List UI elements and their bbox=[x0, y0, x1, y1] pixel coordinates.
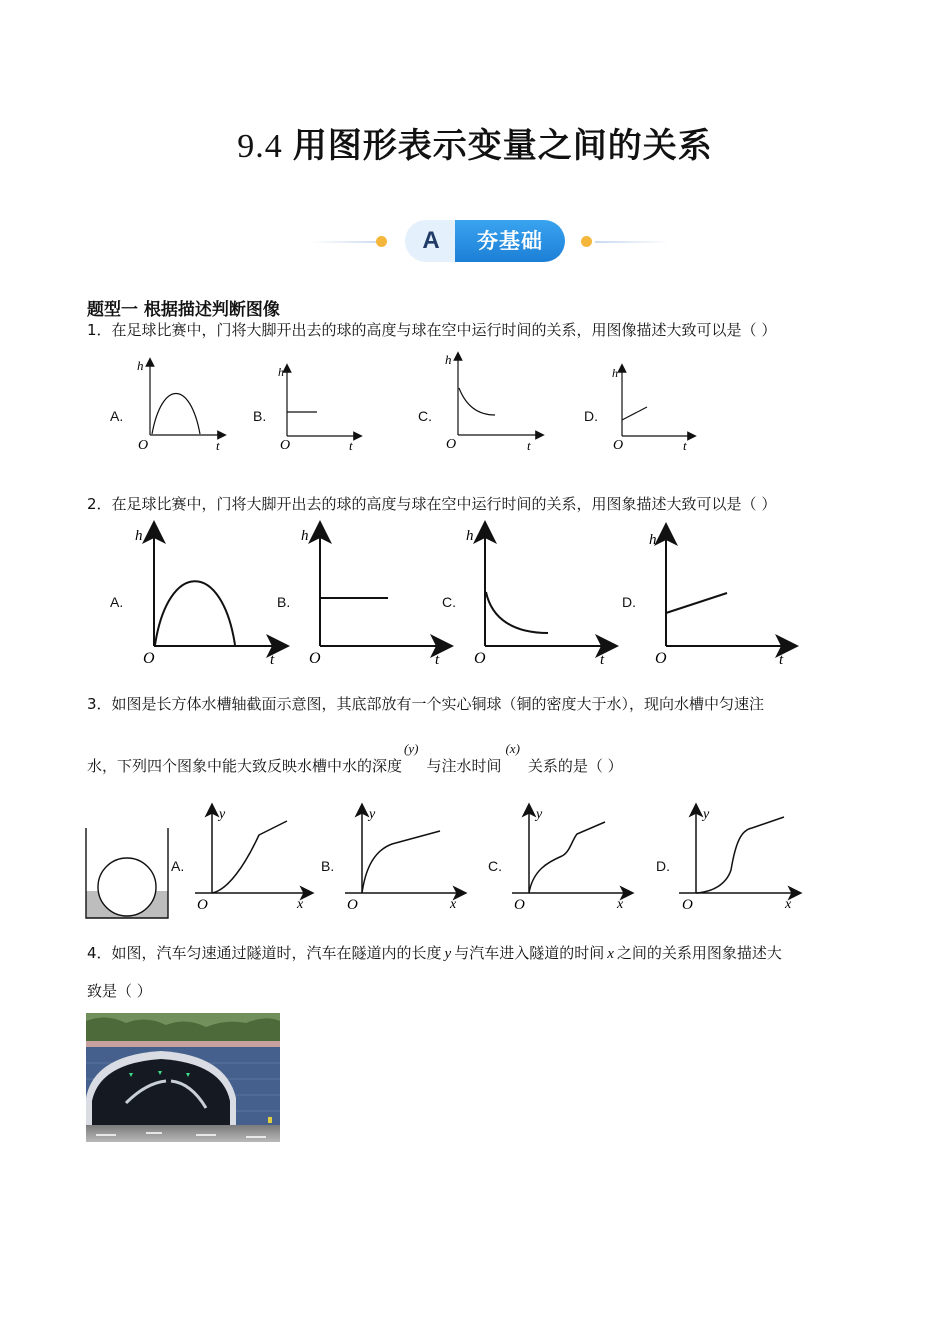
q2-graph-c bbox=[485, 532, 607, 646]
q2-b-origin: O bbox=[309, 650, 321, 667]
q3-d-y-label: y bbox=[703, 807, 710, 822]
q3-c-origin: O bbox=[514, 897, 525, 913]
banner-line-left bbox=[310, 241, 385, 243]
tunnel-photo bbox=[86, 1013, 280, 1142]
q3-graphs bbox=[0, 800, 950, 920]
q3-d-x-label: x bbox=[785, 897, 792, 912]
q4-var-y: y bbox=[444, 946, 452, 962]
q1-graph-d bbox=[622, 368, 692, 436]
page-title bbox=[0, 118, 950, 167]
q3-b-x-label: x bbox=[450, 897, 457, 912]
q1-b-x-label: t bbox=[349, 438, 353, 453]
q3-a-x-label: x bbox=[297, 897, 304, 912]
q3-c-x-label: x bbox=[617, 897, 624, 912]
q2-c-y-label: h bbox=[466, 528, 474, 544]
section-heading: 题型一 根据描述判断图像 bbox=[87, 300, 280, 320]
banner-line-right bbox=[595, 241, 670, 243]
q3-var-x: (x) bbox=[505, 741, 520, 756]
q1-graph-a bbox=[150, 362, 222, 435]
q3-text-c: 关系的是（ ） bbox=[527, 757, 623, 775]
q3-b-origin: O bbox=[347, 897, 358, 913]
q2-a-y-label: h bbox=[135, 528, 143, 544]
q3-b-y-label: y bbox=[369, 807, 376, 822]
q3-graph-a bbox=[195, 810, 307, 893]
q3-option-c-label: C. bbox=[488, 858, 502, 874]
q1-c-x-label: t bbox=[527, 438, 531, 453]
question-4-line1 bbox=[87, 942, 782, 965]
q2-graphs bbox=[0, 520, 950, 670]
q2-d-origin: O bbox=[655, 650, 667, 667]
q3-option-d-label: D. bbox=[656, 858, 670, 874]
q1-option-d-label: D. bbox=[584, 408, 598, 424]
q1-graph-c bbox=[458, 356, 540, 435]
q2-c-x-label: t bbox=[600, 652, 605, 668]
q2-c-origin: O bbox=[474, 650, 486, 667]
q2-option-c-label: C. bbox=[442, 594, 456, 610]
q1-c-origin: O bbox=[446, 437, 457, 452]
q2-d-y-label: h bbox=[649, 532, 657, 548]
q2-a-x-label: t bbox=[270, 652, 275, 668]
q1-option-a-label: A. bbox=[110, 408, 124, 424]
q1-a-origin: O bbox=[138, 438, 149, 453]
q3-a-origin: O bbox=[197, 897, 208, 913]
question-3-line1: 3．如图是长方体水槽轴截面示意图，其底部放有一个实心铜球（铜的密度大于水），现向水槽中匀速注 bbox=[87, 695, 765, 713]
q2-option-d-label: D. bbox=[622, 594, 636, 610]
banner-dot-left bbox=[376, 236, 387, 247]
q3-text-b: 与注水时间 bbox=[426, 757, 502, 775]
q1-b-origin: O bbox=[280, 438, 291, 453]
q2-graph-d bbox=[666, 534, 787, 646]
q3-graph-d bbox=[679, 810, 795, 893]
question-2-text: 2．在足球比赛中，门将大脚开出去的球的高度与球在空中运行时间的关系，用图象描述大致可以是（ ） bbox=[87, 495, 777, 513]
q4-text-b: 与汽车进入隧道的时间 bbox=[454, 944, 605, 962]
q2-option-a-label: A. bbox=[110, 594, 124, 610]
q1-b-y-label: h bbox=[278, 365, 284, 379]
q2-b-y-label: h bbox=[301, 528, 309, 544]
q2-graph-a bbox=[154, 532, 278, 646]
q4-var-x: x bbox=[607, 946, 614, 962]
q1-d-y-label: h bbox=[612, 366, 618, 380]
section-banner bbox=[310, 218, 670, 268]
q1-d-x-label: t bbox=[683, 438, 687, 453]
q1-graphs bbox=[0, 350, 950, 460]
q1-c-y-label: h bbox=[445, 352, 452, 367]
q3-var-y: (y) bbox=[404, 741, 419, 756]
q1-d-origin: O bbox=[613, 438, 624, 453]
title-text: 用图形表示变量之间的关系 bbox=[292, 126, 713, 166]
q1-a-x-label: t bbox=[216, 438, 220, 453]
question-3-line2 bbox=[87, 741, 623, 778]
q2-b-x-label: t bbox=[435, 652, 440, 668]
q2-a-origin: O bbox=[143, 650, 155, 667]
banner-letter: A bbox=[405, 220, 457, 262]
banner-label: 夯基础 bbox=[455, 220, 565, 262]
q3-graph-b bbox=[345, 810, 460, 893]
question-1-text: 1．在足球比赛中，门将大脚开出去的球的高度与球在空中运行时间的关系，用图像描述大致可以是（ ） bbox=[87, 321, 777, 339]
q2-graph-b bbox=[320, 532, 442, 646]
q1-option-c-label: C. bbox=[418, 408, 432, 424]
q4-text-c: 之间的关系用图象描述大 bbox=[616, 944, 782, 962]
q3-option-b-label: B. bbox=[321, 858, 335, 874]
question-4-line2: 致是（ ） bbox=[87, 982, 152, 1000]
q1-option-b-label: B. bbox=[253, 408, 267, 424]
q3-c-y-label: y bbox=[536, 807, 543, 822]
banner-dot-right bbox=[581, 236, 592, 247]
q3-a-y-label: y bbox=[219, 807, 226, 822]
q2-d-x-label: t bbox=[779, 652, 784, 668]
q3-option-a-label: A. bbox=[171, 858, 185, 874]
title-number: 9.4 bbox=[237, 128, 283, 165]
q3-graph-c bbox=[512, 810, 627, 893]
q3-text-a: 水，下列四个图象中能大致反映水槽中水的深度 bbox=[87, 757, 403, 775]
q4-text-a: 4．如图，汽车匀速通过隧道时，汽车在隧道内的长度 bbox=[87, 944, 442, 962]
q3-d-origin: O bbox=[682, 897, 693, 913]
q1-graph-b bbox=[287, 368, 358, 436]
q2-option-b-label: B. bbox=[277, 594, 291, 610]
q1-a-y-label: h bbox=[137, 358, 144, 373]
